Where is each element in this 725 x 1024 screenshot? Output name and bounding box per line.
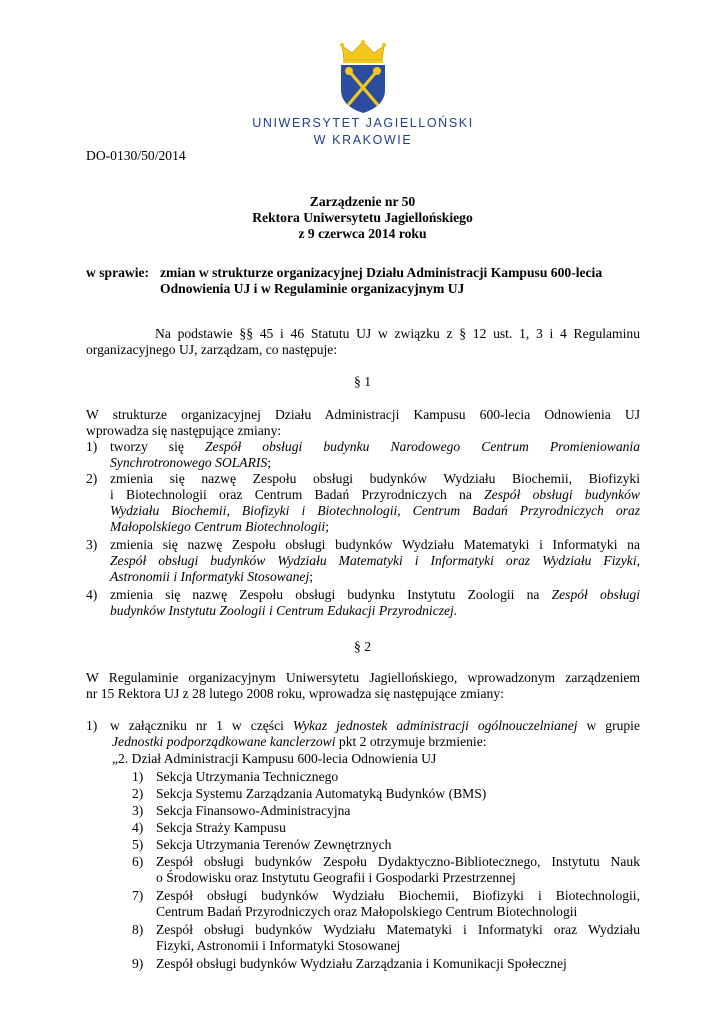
sub-item-cont: Centrum Badań Przyrodniczych oraz Małopolskiego Centrum Biotechnologii [156,904,578,919]
list-item-cont: Małopolskiego Centrum Biotechnologii; [110,519,329,534]
preamble-line-2: organizacyjnego UJ, zarządzam, co następuje: [86,342,338,357]
sub-item-number: 3) [132,803,144,818]
sub-item: Zespół obsługi budynków Wydziału Matematyki i Informatyki oraz Wydziału [156,922,640,937]
section-1-heading: § 1 [354,374,371,389]
section-1-intro-line-2: wprowadza się następujące zmiany: [86,423,282,438]
university-name: UNIWERSYTET JAGIELLOŃSKI [252,116,474,130]
sub-item-cont: Fizyki, Astronomii i Informatyki Stosowanej [156,938,401,953]
subject-line-2: Odnowienia UJ i w Regulaminie organizacyjnym UJ [160,281,465,296]
sub-item-number: 6) [132,854,144,869]
list-item-number: 2) [86,471,98,486]
title-line-2: Rektora Uniwersytetu Jagiellońskiego [252,210,473,225]
sub-item-number: 2) [132,786,144,801]
list-item: zmienia się nazwę Zespołu obsługi budynków Wydziału Matematyki i Informatyki na [110,537,640,552]
title-line-1: Zarządzenie nr 50 [309,194,416,209]
list-item-cont: Synchrotronowego SOLARIS; [110,455,271,470]
section-2-heading: § 2 [354,639,371,654]
sub-item: Zespół obsługi budynków Wydziału Biochemii, Biofizyki i Biotechnologii, [156,888,640,903]
sub-item-number: 5) [132,837,144,852]
subject-line-1: zmian w strukturze organizacyjnej Działu Administracji Kampusu 600-lecia [160,265,603,280]
preamble-line-1: Na podstawie §§ 45 i 46 Statutu UJ w związku z § 12 ust. 1, 3 i 4 Regulaminu [155,326,640,341]
list-item: w załączniku nr 1 w części Wykaz jednostek administracji ogólnouczelnianej w grupie [110,718,640,733]
title-line-3: z 9 czerwca 2014 roku [298,226,427,241]
list-item-number: 1) [86,439,98,454]
list-item-cont: budynków Instytutu Zoologii i Centrum Edukacji Przyrodniczej. [110,603,458,618]
university-logo [250,40,476,150]
sub-item: Zespół obsługi budynków Zespołu Dydaktyczno-Bibliotecznego, Instytutu Nauk [156,854,640,869]
subject-prefix: w sprawie: [86,265,150,280]
list-item-cont: Astronomii i Informatyki Stosowanej; [110,569,314,584]
sub-item: Sekcja Straży Kampusu [156,820,286,835]
list-item-number: 3) [86,537,98,552]
sub-item-number: 1) [132,769,144,784]
university-city: W KRAKOWIE [313,133,413,147]
sub-item: Sekcja Utrzymania Technicznego [156,769,339,784]
sub-item: Sekcja Finansowo-Administracyjna [156,803,351,818]
list-item-number: 1) [86,718,98,733]
quoted-heading: „2. Dział Administracji Kampusu 600-lecia Odnowienia UJ [112,751,437,766]
list-item-cont: Wydziału Biochemii, Biofizyki i Biotechnologii, Centrum Badań Przyrodniczych oraz [110,503,640,518]
sub-item-cont: o Środowisku oraz Instytutu Geografii i Gospodarki Przestrzennej [156,870,516,885]
sub-item: Zespół obsługi budynków Wydziału Zarządzania i Komunikacji Społecznej [156,956,567,971]
crest-icon [338,40,388,114]
section-2-intro-line-2: nr 15 Rektora UJ z 28 lutego 2008 roku, wprowadza się następujące zmiany: [86,686,504,701]
sub-item: Sekcja Utrzymania Terenów Zewnętrznych [156,837,392,852]
list-item: zmienia się nazwę Zespołu obsługi budynku Instytutu Zoologii na Zespół obsługi [110,587,640,602]
sub-item: Sekcja Systemu Zarządzania Automatyką Budynków (BMS) [156,786,487,801]
section-2-intro-line-1: W Regulaminie organizacyjnym Uniwersytetu Jagiellońskiego, wprowadzonym zarządzeniem [86,670,640,685]
list-item-number: 4) [86,587,98,602]
list-item: tworzy się Zespół obsługi budynku Narodowego Centrum Promieniowania [110,439,640,454]
sub-item-number: 4) [132,820,144,835]
sub-item-number: 7) [132,888,144,903]
list-item: zmienia się nazwę Zespołu obsługi budynków Wydziału Biochemii, Biofizyki [110,471,640,486]
document-number: DO-0130/50/2014 [86,148,186,163]
list-item-cont: Jednostki podporządkowane kanclerzowi pkt 2 otrzymuje brzmienie: [112,734,487,749]
list-item-cont: Zespół obsługi budynków Wydziału Matematyki i Informatyki oraz Wydziału Fizyki, [110,553,640,568]
sub-item-number: 9) [132,956,144,971]
sub-item-number: 8) [132,922,144,937]
section-1-intro-line-1: W strukturze organizacyjnej Działu Administracji Kampusu 600-lecia Odnowienia UJ [86,407,640,422]
list-item-cont: i Biotechnologii oraz Centrum Badań Przyrodniczych na Zespół obsługi budynków [110,487,640,502]
